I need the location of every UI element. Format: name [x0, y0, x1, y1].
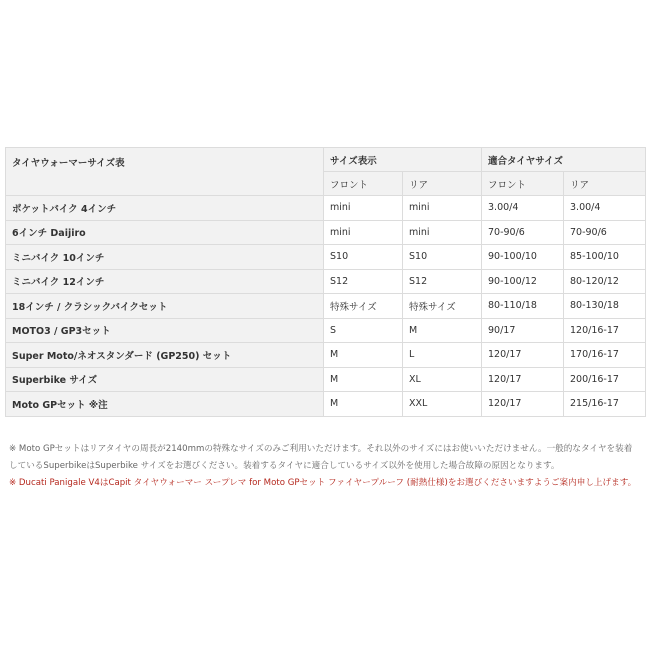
tire-rear: 120/16-17	[564, 318, 646, 343]
header-tire-size: 適合タイヤサイズ	[482, 148, 646, 172]
size-rear: S10	[403, 245, 482, 270]
tire-front: 80-110/18	[482, 294, 564, 319]
row-name: Superbike サイズ	[6, 367, 324, 392]
tire-warmer-size-table	[5, 147, 646, 417]
tire-rear: 85-100/10	[564, 245, 646, 270]
tire-rear: 200/16-17	[564, 367, 646, 392]
size-rear: 特殊サイズ	[403, 294, 482, 319]
row-name: ミニバイク 12インチ	[6, 269, 324, 294]
tire-rear: 3.00/4	[564, 196, 646, 221]
row-name: ポケットバイク 4インチ	[6, 196, 324, 221]
tire-rear: 70-90/6	[564, 220, 646, 245]
tire-rear: 80-130/18	[564, 294, 646, 319]
subheader-front: フロント	[482, 172, 564, 196]
size-front: mini	[324, 220, 403, 245]
size-rear: mini	[403, 220, 482, 245]
size-front: S10	[324, 245, 403, 270]
size-rear: XL	[403, 367, 482, 392]
size-front: mini	[324, 196, 403, 221]
size-front: M	[324, 343, 403, 368]
tire-front: 120/17	[482, 367, 564, 392]
size-rear: M	[403, 318, 482, 343]
row-name: MOTO3 / GP3セット	[6, 318, 324, 343]
size-front: 特殊サイズ	[324, 294, 403, 319]
size-front: S12	[324, 269, 403, 294]
tire-rear: 215/16-17	[564, 392, 646, 417]
table-title: タイヤウォーマーサイズ表	[6, 148, 324, 196]
table-row	[6, 196, 646, 221]
row-name: 18インチ / クラシックバイクセット	[6, 294, 324, 319]
header-size-display: サイズ表示	[324, 148, 482, 172]
table-row	[6, 367, 646, 392]
row-name: Super Moto/ネオスタンダード (GP250) セット	[6, 343, 324, 368]
tire-front: 90/17	[482, 318, 564, 343]
size-front: M	[324, 392, 403, 417]
size-rear: S12	[403, 269, 482, 294]
size-rear: L	[403, 343, 482, 368]
subheader-front: フロント	[324, 172, 403, 196]
notes	[9, 441, 639, 492]
tire-front: 70-90/6	[482, 220, 564, 245]
table-row	[6, 269, 646, 294]
table-row	[6, 392, 646, 417]
note-ducati: ※ Ducati Panigale V4はCapit タイヤウォーマー スープレマ for Moto GPセット ファイヤープルーフ (耐熱仕様)をお選びくださいますようご案内申し上げます。	[9, 478, 637, 488]
size-front: M	[324, 367, 403, 392]
tire-rear: 170/16-17	[564, 343, 646, 368]
tire-front: 120/17	[482, 392, 564, 417]
table-row	[6, 220, 646, 245]
row-name: Moto GPセット ※注	[6, 392, 324, 417]
tire-rear: 80-120/12	[564, 269, 646, 294]
tire-front: 90-100/12	[482, 269, 564, 294]
subheader-rear: リア	[564, 172, 646, 196]
tire-front: 90-100/10	[482, 245, 564, 270]
table-row	[6, 318, 646, 343]
size-rear: XXL	[403, 392, 482, 417]
table-header-row	[6, 148, 646, 172]
table-row	[6, 343, 646, 368]
tire-front: 120/17	[482, 343, 564, 368]
subheader-rear: リア	[403, 172, 482, 196]
size-rear: mini	[403, 196, 482, 221]
table-row	[6, 245, 646, 270]
table-row	[6, 294, 646, 319]
tire-front: 3.00/4	[482, 196, 564, 221]
row-name: ミニバイク 10インチ	[6, 245, 324, 270]
size-front: S	[324, 318, 403, 343]
row-name: 6インチ Daijiro	[6, 220, 324, 245]
note-motogp: ※ Moto GPセットはリアタイヤの周長が2140mmの特殊なサイズのみご利用いただけます。それ以外のサイズにはお使いいただけません。一般的なタイヤを装着しているSuperbikeはSuperbike サイズをお選びください。装着するタイヤに適合しているサイズ以外を使用した場合故障の原因となります。	[9, 444, 633, 471]
